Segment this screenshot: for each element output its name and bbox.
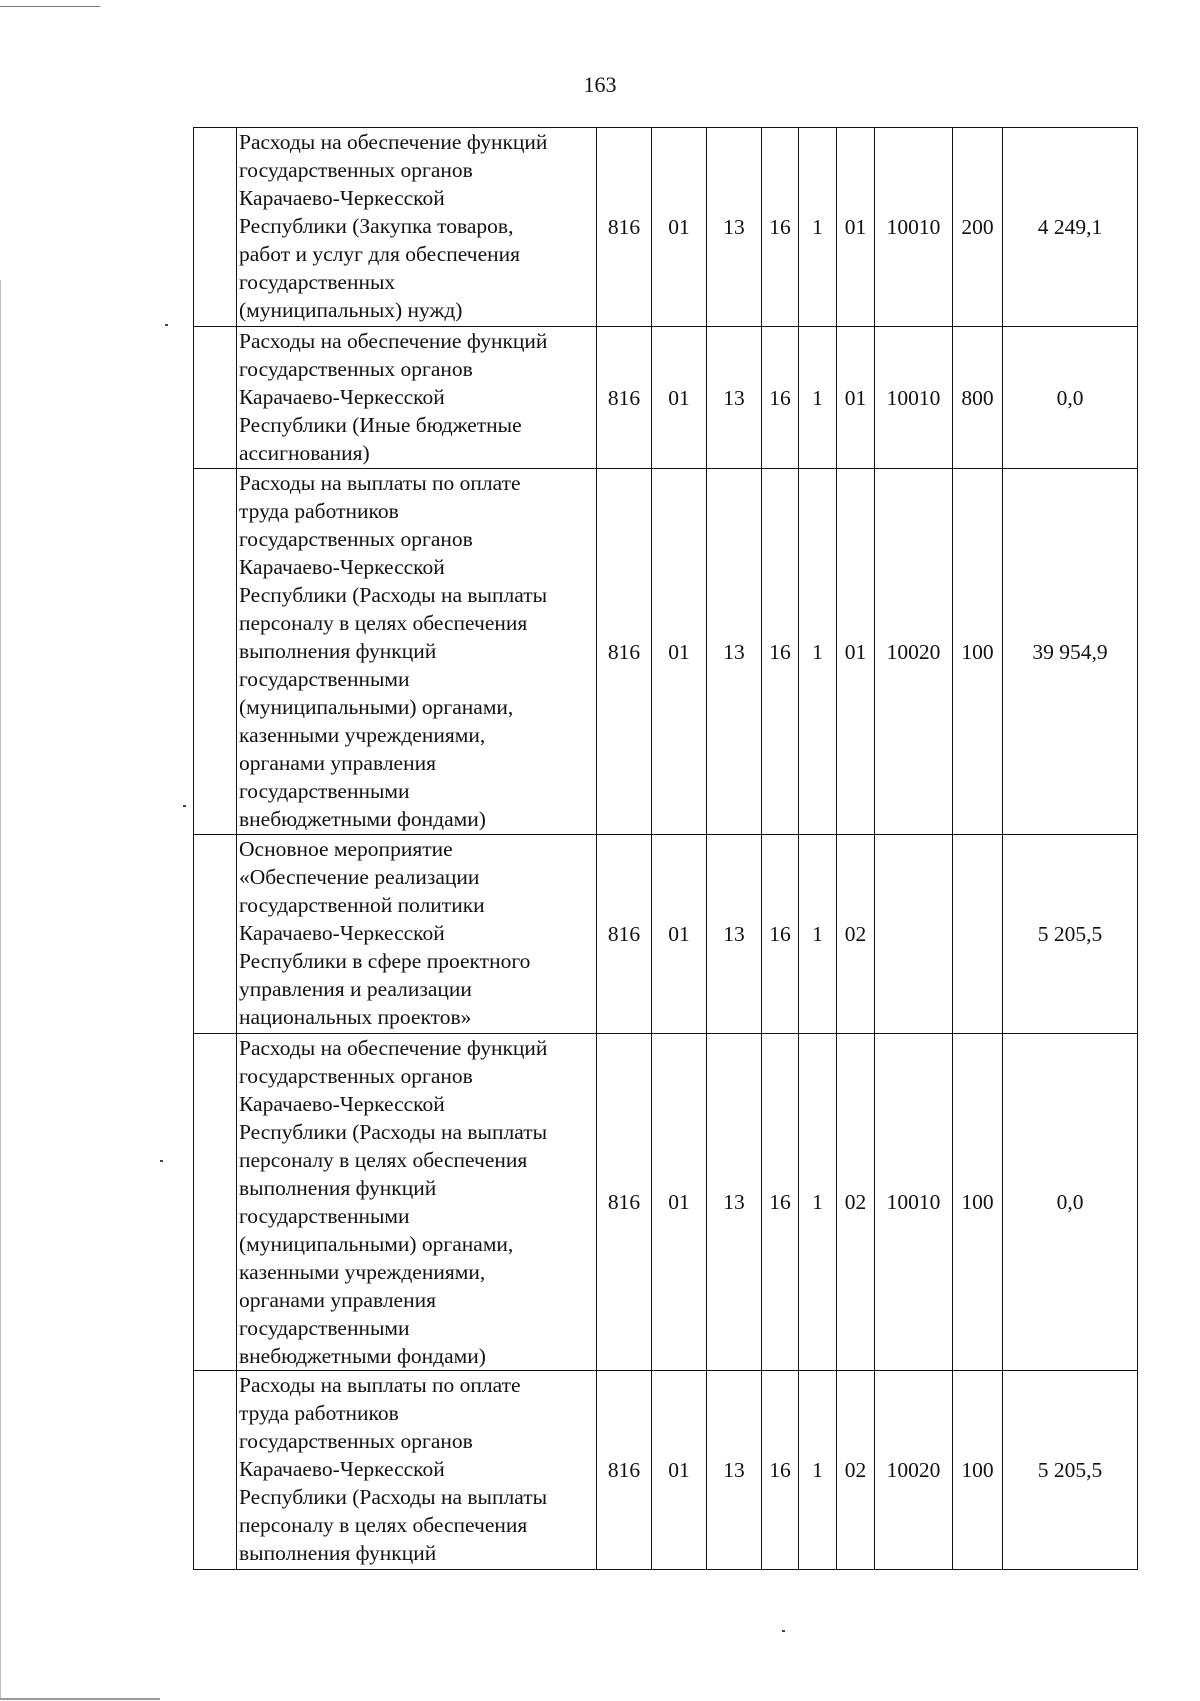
blank-cell xyxy=(194,1371,237,1570)
event-code-cell: 02 xyxy=(837,835,875,1034)
subsection-code-cell: 13 xyxy=(707,1034,762,1371)
description-cell: Расходы на обеспечение функций государственных органов Карачаево-Черкесской Республики (Расходы на выплаты персоналу в целях обеспечения выполнения функций государственными (муниципальными) органами, казенными учреждениями, органами управления государственными внебюджетными фондами) xyxy=(237,1034,597,1371)
expense-type-cell: 100 xyxy=(953,1034,1003,1371)
expense-type-cell: 200 xyxy=(953,128,1003,327)
subprogram-code-cell: 1 xyxy=(799,1371,837,1570)
scan-speck xyxy=(183,805,186,807)
description-cell: Расходы на обеспечение функций государственных органов Карачаево-Черкесской Республики (Закупка товаров, работ и услуг для обеспечения государственных (муниципальных) нужд) xyxy=(237,128,597,327)
event-code-cell: 02 xyxy=(837,1371,875,1570)
subprogram-code-cell: 1 xyxy=(799,469,837,835)
ministry-code-cell: 816 xyxy=(597,128,652,327)
event-code-cell: 01 xyxy=(837,327,875,469)
table-row xyxy=(194,469,1138,835)
subsection-code-cell: 13 xyxy=(707,128,762,327)
scan-artifact-line xyxy=(0,6,100,7)
description-cell: Расходы на выплаты по оплате труда работников государственных органов Карачаево-Черкесской Республики (Расходы на выплаты персоналу в целях обеспечения выполнения функций государственными (муниципальными) органами, казенными учреждениями, органами управления государственными внебюджетными фондами) xyxy=(237,469,597,835)
subprogram-code-cell: 1 xyxy=(799,1034,837,1371)
table-row xyxy=(194,1371,1138,1570)
description-cell: Расходы на выплаты по оплате труда работников государственных органов Карачаево-Черкесской Республики (Расходы на выплаты персоналу в целях обеспечения выполнения функций xyxy=(237,1371,597,1570)
amount-cell: 5 205,5 xyxy=(1003,1371,1138,1570)
scan-speck xyxy=(160,1160,163,1162)
table-row xyxy=(194,1034,1138,1371)
blank-cell xyxy=(194,469,237,835)
expense-type-cell: 800 xyxy=(953,327,1003,469)
subprogram-code-cell: 1 xyxy=(799,128,837,327)
subsection-code-cell: 13 xyxy=(707,1371,762,1570)
section-code-cell: 01 xyxy=(652,1034,707,1371)
section-code-cell: 01 xyxy=(652,469,707,835)
event-code-cell: 02 xyxy=(837,1034,875,1371)
blank-cell xyxy=(194,128,237,327)
direction-code-cell xyxy=(875,835,953,1034)
scan-speck xyxy=(165,324,168,326)
ministry-code-cell: 816 xyxy=(597,835,652,1034)
subprogram-code-cell: 1 xyxy=(799,327,837,469)
section-code-cell: 01 xyxy=(652,327,707,469)
section-code-cell: 01 xyxy=(652,1371,707,1570)
amount-cell: 39 954,9 xyxy=(1003,469,1138,835)
blank-cell xyxy=(194,1034,237,1371)
direction-code-cell: 10020 xyxy=(875,469,953,835)
subsection-code-cell: 13 xyxy=(707,469,762,835)
subsection-code-cell: 13 xyxy=(707,835,762,1034)
description-cell: Основное мероприятие «Обеспечение реализации государственной политики Карачаево-Черкесской Республики в сфере проектного управления и реализации национальных проектов» xyxy=(237,835,597,1034)
amount-cell: 0,0 xyxy=(1003,1034,1138,1371)
direction-code-cell: 10010 xyxy=(875,1034,953,1371)
blank-cell xyxy=(194,327,237,469)
event-code-cell: 01 xyxy=(837,469,875,835)
expense-type-cell: 100 xyxy=(953,1371,1003,1570)
scan-speck xyxy=(782,1630,785,1632)
table-row xyxy=(194,835,1138,1034)
program-code-cell: 16 xyxy=(762,128,799,327)
ministry-code-cell: 816 xyxy=(597,1034,652,1371)
ministry-code-cell: 816 xyxy=(597,1371,652,1570)
amount-cell: 4 249,1 xyxy=(1003,128,1138,327)
section-code-cell: 01 xyxy=(652,128,707,327)
blank-cell xyxy=(194,835,237,1034)
program-code-cell: 16 xyxy=(762,327,799,469)
ministry-code-cell: 816 xyxy=(597,469,652,835)
expense-type-cell: 100 xyxy=(953,469,1003,835)
direction-code-cell: 10020 xyxy=(875,1371,953,1570)
program-code-cell: 16 xyxy=(762,1371,799,1570)
amount-cell: 0,0 xyxy=(1003,327,1138,469)
program-code-cell: 16 xyxy=(762,1034,799,1371)
description-cell: Расходы на обеспечение функций государственных органов Карачаево-Черкесской Республики (Иные бюджетные ассигнования) xyxy=(237,327,597,469)
direction-code-cell: 10010 xyxy=(875,327,953,469)
scan-artifact-edge xyxy=(0,280,1,1700)
program-code-cell: 16 xyxy=(762,469,799,835)
event-code-cell: 01 xyxy=(837,128,875,327)
table-row xyxy=(194,327,1138,469)
subprogram-code-cell: 1 xyxy=(799,835,837,1034)
direction-code-cell: 10010 xyxy=(875,128,953,327)
section-code-cell: 01 xyxy=(652,835,707,1034)
table-row xyxy=(194,128,1138,327)
ministry-code-cell: 816 xyxy=(597,327,652,469)
subsection-code-cell: 13 xyxy=(707,327,762,469)
budget-table xyxy=(193,127,1138,1570)
page-number: 163 xyxy=(583,72,617,97)
amount-cell: 5 205,5 xyxy=(1003,835,1138,1034)
scan-artifact-line xyxy=(0,1698,160,1700)
program-code-cell: 16 xyxy=(762,835,799,1034)
expense-type-cell xyxy=(953,835,1003,1034)
